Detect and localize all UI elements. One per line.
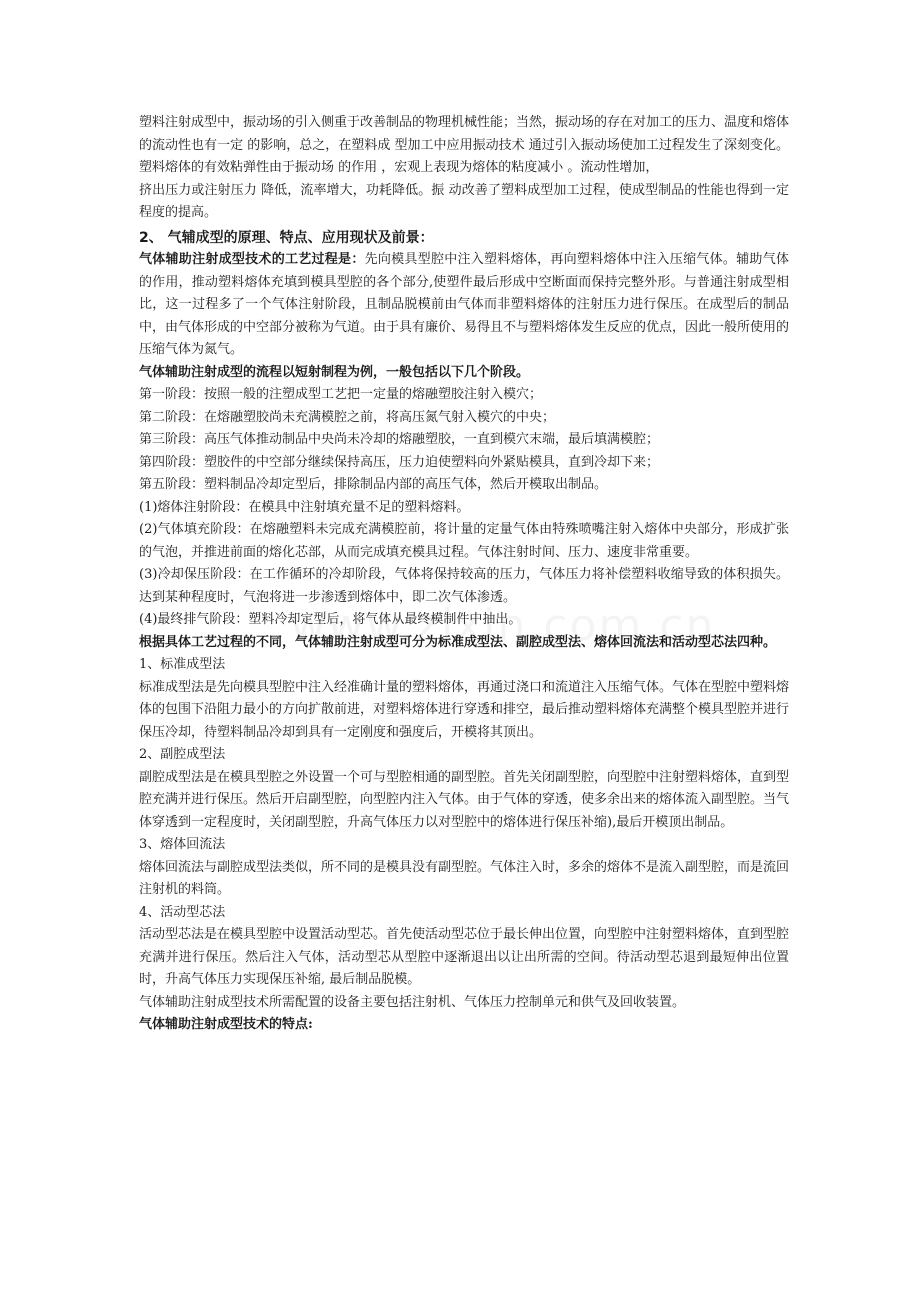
method-3-title: 3、熔体回流法 [139, 837, 226, 852]
paragraph-stages-intro: 气体辅助注射成型的流程以短射制程为例，一般包括以下几个阶段。 [139, 364, 530, 380]
paragraph-vibration-2: 挤出压力或注射压力 降低，流率增大，功耗降低。振 动改善了塑料成型加工过程，使成型制品的性能也得到一定程度的提高。 [139, 182, 789, 220]
paragraph-equipment: 气体辅助注射成型技术所需配置的设备主要包括注射机、气体压力控制单元和供气及回收装置。 [139, 994, 686, 1010]
process-principle-text: 先向模具型腔中注入塑料熔体，再向塑料熔体中注入压缩气体。辅助气体的作用，推动塑料熔体充填到模具型腔的各个部分,使塑件最后形成中空断面而保持完整外形。与普通注射成型相比，这一过程多了一个气体注射阶段，且制品脱模前由气体而非塑料熔体的注射压力进行保压。在成型后的制品中，由气体形成的中空部分被称为气道。由于具有廉价、易得且不与塑料熔体发生反应的优点，因此一般所使用的压缩气体为氮气。 [139, 252, 790, 357]
document-body [139, 112, 789, 1037]
paragraph-features-heading: 气体辅助注射成型技术的特点: [139, 1017, 313, 1032]
stage-1: 第一阶段：按照一般的注塑成型工艺把一定量的熔融塑胶注射入模穴； [139, 387, 543, 402]
stage-4: 第四阶段：塑胶件的中空部分继续保持高压，压力迫使塑料向外紧贴模具，直到冷却下来； [139, 454, 660, 470]
method-3-text: 熔体回流法与副腔成型法类似，所不同的是模具没有副型腔。气体注入时，多余的熔体不是流入副型腔，而是流回注射机的料筒。 [139, 859, 790, 897]
paragraph-methods-intro: 根据具体工艺过程的不同，气体辅助注射成型可分为标准成型法、副腔成型法、熔体回流法和活动型芯法四种。 [139, 634, 777, 650]
method-4-text: 活动型芯法是在模具型腔中设置活动型芯。首先使活动型芯位于最长伸出位置，向型腔中注射塑料熔体，直到型腔充满并进行保压。然后注入气体，活动型芯从型腔中逐渐退出以让出所需的空间。待活动型芯退到最短伸出位置时，升高气体压力实现保压补缩, 最后制品脱模。 [139, 927, 790, 987]
method-4-title: 4、活动型芯法 [139, 904, 226, 920]
phase-gas-filling: (2)气体填充阶段：在熔融塑料未完成充满模腔前，将计量的定量气体由特殊喷嘴注射入熔体中央部分，形成扩张的气泡，并推进前面的熔化芯部，从而完成填充模具过程。气体注射时间、压力、速度非常重要。 [139, 522, 789, 560]
method-1-title: 1、标准成型法 [139, 657, 226, 672]
phase-cooling-holding: (3)冷却保压阶段：在工作循环的冷却阶段，气体将保持较高的压力，气体压力将补偿塑料收缩导致的体积损失。达到某种程度时，气泡将进一步渗透到熔体中，即二次气体渗透。 [139, 567, 789, 605]
stage-3: 第三阶段：高压气体推动制品中央尚未冷却的熔融塑胶，一直到模穴末端，最后填满模腔； [139, 432, 660, 447]
stage-2: 第二阶段：在熔融塑胶尚未充满模腔之前，将高压氮气射入模穴的中央； [139, 409, 556, 425]
paragraph-process-principle [139, 249, 789, 362]
method-2-text: 副腔成型法是在模具型腔之外设置一个可与型腔相通的副型腔。首先关闭副型腔，向型腔中注射塑料熔体，直到型腔充满并进行保压。然后开启副型腔，向型腔内注入气体。由于气体的穿透，使多余出来的熔体流入副型腔。当气体穿透到一定程度时，关闭副型腔，升高气体压力以对型腔中的熔体进行保压补缩),最后开模顶出制品。 [139, 769, 790, 830]
stage-5: 第五阶段：塑料制品冷却定型后，排除制品内部的高压气体，然后开模取出制品。 [139, 477, 608, 492]
paragraph-vibration-1: 塑料注射成型中，振动场的引入侧重于改善制品的物理机械性能；当然，振动场的存在对加工的压力、温度和熔体的流动性也有一定 的影响，总之，在塑料成 型加工中应用振动技术 通过引入振动场使加工过程发生了深刻变化。塑料熔体的有效粘弹性由于振动场 的作用 ，宏观上表现为熔体的粘度减小 。流动性增加， [139, 115, 790, 175]
section-heading: 2、 气辅成型的原理、特点、应用现状及前景： [139, 229, 434, 246]
phase-venting: (4)最终排气阶段：塑料冷却定型后，将气体从最终模制件中抽出。 [139, 612, 522, 627]
method-1-text: 标准成型法是先向模具型腔中注入经准确计量的塑料熔体，再通过浇口和流道注入压缩气体。气体在型腔中塑料熔体的包围下沿阻力最小的方向扩散前进，对塑料熔体进行穿透和排空，最后推动塑料熔体充满整个模具型腔并进行保压冷却，待塑料制品冷却到具有一定刚度和强度后，开模将其顶出。 [139, 679, 790, 740]
process-principle-lead: 气体辅助注射成型技术的工艺过程是： [139, 252, 365, 267]
phase-melt-injection: (1)熔体注射阶段：在模具中注射填充量不足的塑料熔料。 [139, 499, 470, 515]
method-2-title: 2、副腔成型法 [139, 747, 226, 762]
